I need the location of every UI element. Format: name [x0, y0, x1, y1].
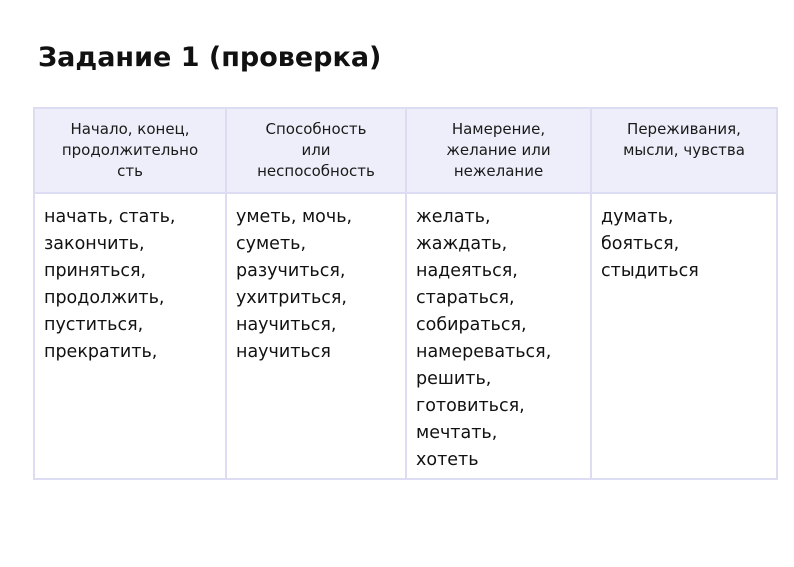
- cell-intention-verbs: [406, 193, 591, 479]
- header-line: сть: [117, 162, 143, 180]
- verb-item: научиться: [236, 342, 331, 362]
- verb-item: решить,: [416, 369, 492, 389]
- header-line: Начало, конец,: [70, 120, 190, 138]
- header-line: мысли, чувства: [623, 141, 745, 159]
- verb-item: научиться,: [236, 315, 337, 335]
- verb-item: собираться,: [416, 315, 527, 335]
- verb-item: думать,: [601, 207, 674, 227]
- verb-item: стыдиться: [601, 261, 699, 281]
- table-row: [34, 193, 777, 479]
- header-line: желание или: [446, 141, 551, 159]
- cell-beginning-end-verbs: [34, 193, 226, 479]
- verb-item: прекратить,: [44, 342, 158, 362]
- header-line: продолжительно: [61, 141, 199, 159]
- header-feelings: [591, 108, 777, 193]
- cell-ability-verbs: [226, 193, 406, 479]
- verb-item: продолжить,: [44, 288, 165, 308]
- header-beginning-end: [34, 108, 226, 193]
- verb-item: стараться,: [416, 288, 515, 308]
- verb-item: бояться,: [601, 234, 680, 254]
- verb-item: закончить,: [44, 234, 145, 254]
- header-ability: [226, 108, 406, 193]
- verb-item: намереваться,: [416, 342, 552, 362]
- verb-item: желать,: [416, 207, 491, 227]
- header-line: Переживания,: [627, 120, 741, 138]
- verb-item: жаждать,: [416, 234, 508, 254]
- verb-item: уметь, мочь,: [236, 207, 353, 227]
- header-line: неспособность: [257, 162, 375, 180]
- header-line: Способность: [265, 120, 367, 138]
- header-line: или: [301, 141, 331, 159]
- verb-item: готовиться,: [416, 396, 525, 416]
- verb-item: разучиться,: [236, 261, 346, 281]
- header-line: нежелание: [453, 162, 544, 180]
- verb-category-table: [33, 107, 778, 480]
- verb-item: пуститься,: [44, 315, 144, 335]
- verb-item: хотеть: [416, 450, 479, 470]
- header-intention: [406, 108, 591, 193]
- verb-item: приняться,: [44, 261, 147, 281]
- verb-item: суметь,: [236, 234, 307, 254]
- verb-item: начать, стать,: [44, 207, 176, 227]
- verb-item: надеяться,: [416, 261, 518, 281]
- verb-item: мечтать,: [416, 423, 498, 443]
- header-line: Намерение,: [451, 120, 546, 138]
- slide-title: Задание 1 (проверка): [38, 42, 382, 73]
- table-header-row: [34, 108, 777, 193]
- cell-feelings-verbs: [591, 193, 777, 479]
- verb-item: ухитриться,: [236, 288, 347, 308]
